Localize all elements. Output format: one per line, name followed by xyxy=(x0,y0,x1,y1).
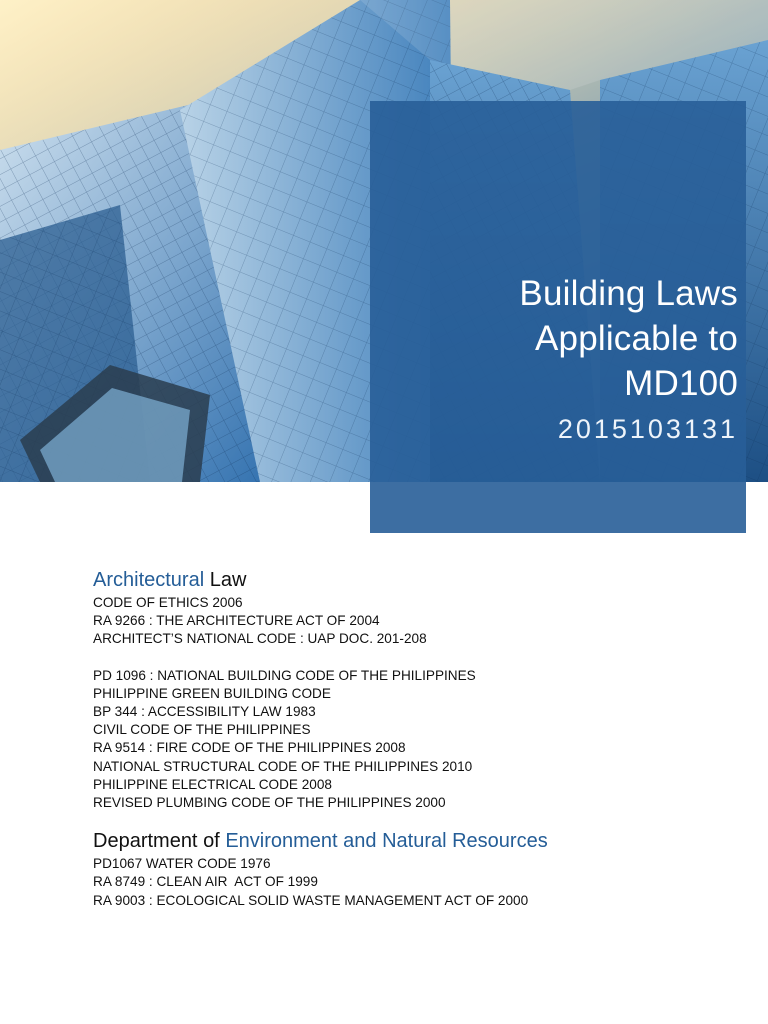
list-item: REVISED PLUMBING CODE OF THE PHILIPPINES 2000 xyxy=(93,795,446,811)
list-item: RA 9003 : ECOLOGICAL SOLID WASTE MANAGEMENT ACT OF 2000 xyxy=(93,892,529,908)
list-item: RA 9514 : FIRE CODE OF THE PHILIPPINES 2008 xyxy=(93,740,406,756)
spacer xyxy=(93,649,753,667)
heading-plain-word: of xyxy=(203,830,220,853)
list-item: CIVIL CODE OF THE PHILIPPINES xyxy=(93,722,311,738)
list-item: ARCHITECT’S NATIONAL CODE : UAP DOC. 201-208 xyxy=(93,631,427,647)
list-item: PD1067 WATER CODE 1976 xyxy=(93,856,271,872)
title-line-3: MD100 xyxy=(624,364,738,403)
heading-accent-word: Architectural xyxy=(93,569,205,591)
student-id: 2015103131 xyxy=(557,414,738,444)
section-heading-denr xyxy=(93,827,753,855)
list-item: CODE OF ETHICS 2006 xyxy=(93,595,243,610)
title-line-1: Building Laws xyxy=(519,274,738,313)
list-item: PHILIPPINE GREEN BUILDING CODE xyxy=(93,685,331,701)
title-line-2: Applicable to xyxy=(534,319,738,358)
list-item: PHILIPPINE ELECTRICAL CODE 2008 xyxy=(93,776,332,792)
laws-list xyxy=(93,566,753,910)
title-panel xyxy=(370,101,746,533)
list-item: PD 1096 : NATIONAL BUILDING CODE OF THE PHILIPPINES xyxy=(93,667,476,683)
list-item: RA 8749 : CLEAN AIR ACT OF 1999 xyxy=(93,874,318,890)
list-item: BP 344 : ACCESSIBILITY LAW 1983 xyxy=(93,704,316,720)
heading-plain-word: Department xyxy=(93,830,198,853)
list-item: RA 9266 : THE ARCHITECTURE ACT OF 2004 xyxy=(93,613,380,629)
list-item: NATIONAL STRUCTURAL CODE OF THE PHILIPPINES 2010 xyxy=(93,758,473,774)
section-heading-architectural-law xyxy=(93,566,753,594)
heading-accent-words: Environment and Natural Resources xyxy=(225,830,548,853)
heading-plain-word: Law xyxy=(209,569,247,591)
spacer xyxy=(93,812,753,827)
